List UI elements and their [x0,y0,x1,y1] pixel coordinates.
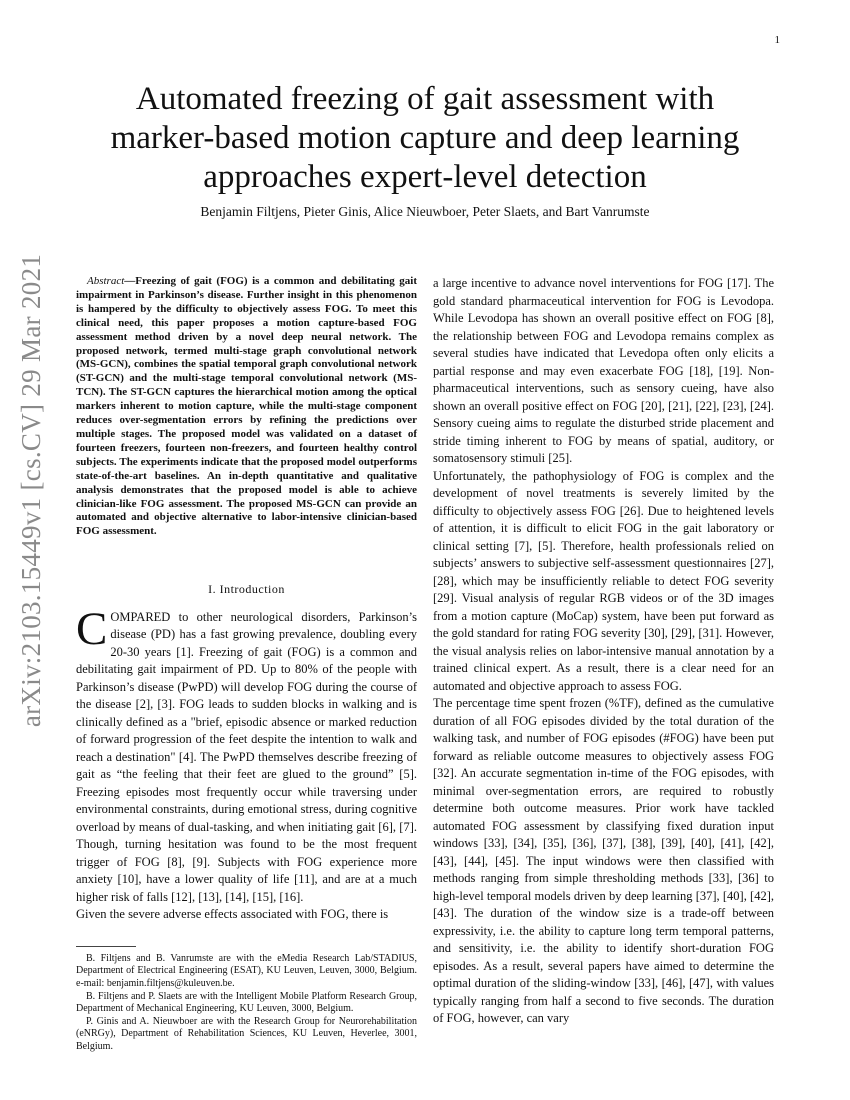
footnote-2: B. Filtjens and P. Slaets are with the Intelligent Mobile Platform Research Group, Department of Mechanical Engineering, KU Leuven, 3000, Belgium. [76,990,417,1015]
right-paragraph-2: Unfortunately, the pathophysiology of FOG is complex and the development of novel treatments is severely limited by the difficulty to objectively assess FOG [26]. Due to heightened levels of attention, it is difficult to elicit FOG in the gait laboratory or clinical setting [7], [5]. Therefore, health professionals relied on subjects’ answers to subjective self-assessment questionnaires [27], [28], which may be insufficiently reliable to detect FOG severity [29]. Visual analysis of regular RGB videos or of the 3D images from a motion capture (MoCap) system, have been put forward as the gold standard for rating FOG severity [30], [29], [31]. However, the visual analysis relies on labor-intensive manual annotation by a trained clinical expert. As a result, there is a clear need for an automated and objective approach to assess FOG. [433,468,774,693]
arxiv-side-stamp [2,253,62,727]
right-paragraph-1: a large incentive to advance novel interventions for FOG [17]. The gold standard pharmaceutical intervention for FOG is Levodopa. While Levodopa has shown an overall positive effect on FOG [8], the relationship between FOG and Levodopa remains complex as several studies have indicated that Levedopa often only elicits a partial response and may even exacerbate FOG [18], [19]. Non-pharmaceutical interventions, such as sensory cueing, have also shown an overall positive effect on FOG [20], [21], [22], [23], [24]. Sensory cueing aims to regulate the disturbed stride placement and stride timing inherent to FOG by means of spatial, auditory, or somatosensory stimuli [25]. [433,276,774,465]
intro-paragraph-1-text: OMPARED to other neurological disorders, Parkinson’s disease (PD) has a fast growing prevalence, doubling every 20-30 years [1]. Freezing of gait (FOG) is a common and debilitating gait impairment of PD. Up to 80% of the people with Parkinson’s disease (PwPD) will develop FOG during the course of the disease [2], [3]. FOG leads to sudden blocks in walking and is clinically defined as a "brief, episodic absence or marked reduction of forward progression of the feet despite the intention to walk and reach a destination" [4]. The PwPD themselves describe freezing of gait as “the feeling that their feet are glued to the ground” [5]. Freezing episodes most frequently occur while traversing under environmental constraints, during emotional stress, during cognitive overload by means of dual-tasking, and when initiating gait [6], [7]. Though, turning hesitation was found to be the most frequent trigger of FOG [8], [9]. Subjects with FOG experience more anxiety [10], have a lower quality of life [11], and are at a much higher risk of falls [12], [13], [14], [15], [16]. [76,609,417,904]
paper-title: Automated freezing of gait assessment with marker-based motion capture and deep learning approaches expert-level detection [110,81,740,195]
right-column [433,275,774,1028]
abstract-text: —Freezing of gait (FOG) is a common and debilitating gait impairment in Parkinson’s disease. Further insight in this phenomenon is hampered by the difficulty to objectively assess FOG. To meet this clinical need, this paper proposes a motion capture-based FOG assessment method driven by a novel deep neural network. The proposed network, termed multi-stage graph convolutional network (MS-GCN), combines the spatial temporal graph convolutional network (ST-GCN) and the multi-stage temporal convolutional network (MS-TCN). The ST-GCN captures the hierarchical motion among the optical markers inherent to motion capture, while the multi-stage component reduces over-segmentation errors by refining the predictions over multiple stages. The proposed model was validated on a dataset of fourteen freezers, fourteen non-freezers, and fourteen healthy control subjects. The experiments indicate that the proposed model outperforms state-of-the-art baselines. An in-depth quantitative and qualitative analysis demonstrates that the proposed model is able to achieve clinician-like FOG assessment. The proposed MS-GCN can provide an automated and objective alternative to labor-intensive clinician-based FOG assessment. [76,275,417,538]
footnote-1: B. Filtjens and B. Vanrumste are with the eMedia Research Lab/STADIUS, Department of Electrical Engineering (ESAT), KU Leuven, Leuven, 3000, Belgium. e-mail: benjamin.filtjens@kuleuven.be. [76,952,417,989]
intro-paragraph-2-start: Given the severe adverse effects associated with FOG, there is [76,907,389,922]
drop-cap: C [76,602,108,655]
footnote-3: P. Ginis and A. Nieuwboer are with the Research Group for Neurorehabilitation (eNRGy), Department of Rehabilitation Sciences, KU Leuven, Heverlee, 3001, Belgium. [76,1015,417,1052]
abstract-label: Abstract [87,275,125,287]
left-column [76,275,417,1053]
page-number: 1 [774,34,780,46]
abstract [76,275,417,539]
arxiv-identifier[interactable]: arXiv:2103.15449v1 [cs.CV] 29 Mar 2021 [16,253,47,727]
author-list: Benjamin Filtjens, Pieter Ginis, Alice Nieuwboer, Peter Slaets, and Bart Vanrumste [200,204,650,219]
footnote-divider [76,946,136,947]
intro-paragraph-1 [76,602,417,907]
right-paragraph-3: The percentage time spent frozen (%TF), defined as the cumulative duration of all FOG episodes divided by the total duration of the walking task, and number of FOG episodes (#FOG) have been put forward as reliable outcome measures to objectively assess FOG [32]. An accurate segmentation in-time of the FOG episodes, with minimal over-segmentation errors, are required to robustly determine both outcome measures. Prior work have tackled automated FOG assessment by classifying fixed duration input windows [33], [34], [35], [36], [37], [38], [39], [40], [41], [42], [43], [44], [45]. The input windows were then classified with methods ranging from simple thresholding methods [33], [36] to high-level temporal models driven by deep learning [37], [40], [42], [43]. The duration of the window size is a trade-off between expressivity, i.e. the ability to capture long term temporal patterns, and sensitivity, i.e. the ability to identify short-duration FOG episodes. As a result, several papers have aimed to determine the optimal duration of the sliding-window [33], [46], [47], with values typically ranging from half a second to five seconds. The duration of FOG, however, can vary [433,696,774,1025]
section-heading-introduction: I. Introduction [208,582,285,597]
